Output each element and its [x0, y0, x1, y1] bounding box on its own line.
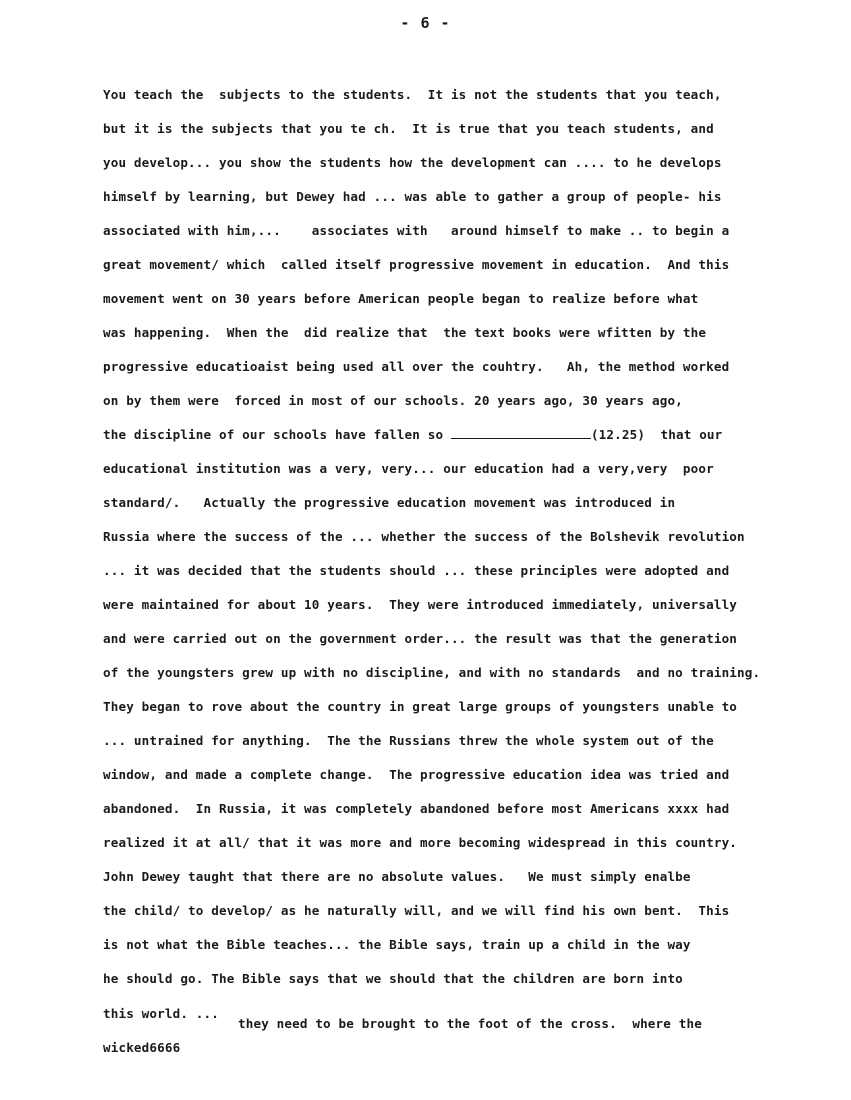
text-line: ... it was decided that the students should ... these principles were adopted and [103, 563, 730, 578]
text-line: but it is the subjects that you te ch. It is true that you teach students, and [103, 121, 714, 136]
text-line: this world. ... [103, 1006, 219, 1021]
text-line: John Dewey taught that there are no absolute values. We must simply enalbe [103, 869, 691, 884]
text-segment: the discipline of our schools have fallen so [103, 427, 451, 442]
text-line: educational institution was a very, very... our education had a very,very poor [103, 461, 714, 476]
text-line: window, and made a complete change. The progressive education idea was tried and [103, 767, 730, 782]
text-line: they need to be brought to the foot of the cross. where the [238, 1016, 702, 1031]
text-line: the child/ to develop/ as he naturally will, and we will find his own bent. This [103, 903, 730, 918]
text-line: movement went on 30 years before American people began to realize before what [103, 291, 699, 306]
text-line: They began to rove about the country in great large groups of youngsters unable to [103, 699, 738, 714]
text-line: progressive educatioaist being used all over the couhtry. Ah, the method worked [103, 359, 730, 374]
text-line: You teach the subjects to the students. It is not the students that you teach, [103, 87, 722, 102]
text-line: was happening. When the did realize that the text books were wfitten by the [103, 325, 707, 340]
text-line: abandoned. In Russia, it was completely abandoned before most Americans xxxx had [103, 801, 730, 816]
text-line: standard/. Actually the progressive education movement was introduced in [103, 495, 676, 510]
text-line: and were carried out on the government order... the result was that the generation [103, 631, 738, 646]
text-segment: (12.25) that our [590, 427, 723, 442]
text-line: realized it at all/ that it was more and more becoming widespread in this country. [103, 835, 738, 850]
text-line: were maintained for about 10 years. They were introduced immediately, universally [103, 597, 738, 612]
text-line: you develop... you show the students how the development can .... to he develops [103, 155, 722, 170]
fill-in-blank [451, 427, 591, 439]
text-line: Russia where the success of the ... whether the success of the Bolshevik revolution [103, 529, 745, 544]
text-line: is not what the Bible teaches... the Bible says, train up a child in the way [103, 937, 691, 952]
text-line: on by them were forced in most of our schools. 20 years ago, 30 years ago, [103, 393, 683, 408]
page-number: - 6 - [400, 14, 451, 32]
text-line: he should go. The Bible says that we should that the children are born into [103, 971, 683, 986]
text-line: wicked6666 [103, 1040, 181, 1055]
text-line: great movement/ which called itself progressive movement in education. And this [103, 257, 730, 272]
text-line: ... untrained for anything. The the Russians threw the whole system out of the [103, 733, 714, 748]
text-line: himself by learning, but Dewey had ... was able to gather a group of people- his [103, 189, 722, 204]
text-line: associated with him,... associates with around himself to make .. to begin a [103, 223, 730, 238]
text-line: of the youngsters grew up with no discipline, and with no standards and no training. [103, 665, 761, 680]
text-line-with-blank [103, 427, 722, 442]
